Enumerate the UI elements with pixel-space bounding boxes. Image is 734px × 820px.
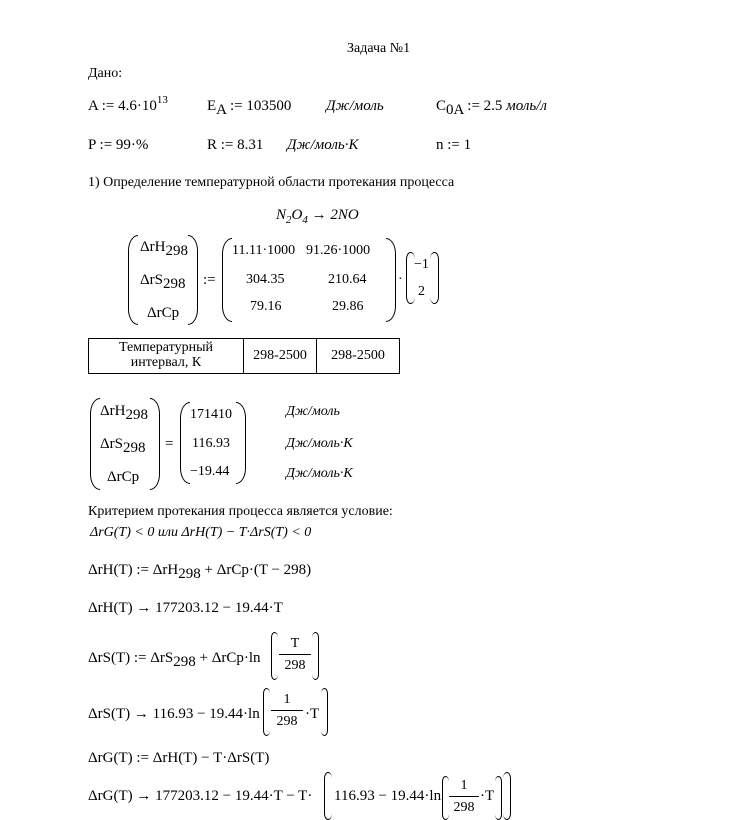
paren-left xyxy=(271,632,278,680)
vector-bracket-right xyxy=(430,252,439,304)
interval-label: Температурный интервал, К xyxy=(89,339,244,374)
paren-right xyxy=(495,776,502,820)
given-n: n := 1 xyxy=(436,137,472,153)
paren-right xyxy=(321,688,328,736)
lhs-dCp: ΔrCp xyxy=(147,305,180,321)
interval-col1: 298-2500 xyxy=(244,339,317,374)
matrix-cell: 29.86 xyxy=(332,299,364,314)
paren-left xyxy=(442,776,449,820)
multiply-dot: · xyxy=(398,272,403,287)
result-unit: Дж/моль·К xyxy=(286,466,353,481)
result-bracket-left xyxy=(180,402,190,484)
eq-dS-tail: ·T xyxy=(305,706,320,722)
vector-cell: −1 xyxy=(414,257,429,272)
matrix-cell: 210.64 xyxy=(328,272,367,287)
eq-dG-inner: 116.93 − 19.44·ln xyxy=(334,788,442,804)
eq-dS-def: ΔrS(T) := ΔrS298 + ΔrCp·ln xyxy=(88,650,261,670)
matrix-cell: 91.26·1000 xyxy=(306,243,371,258)
result-value: 171410 xyxy=(190,407,232,422)
given-C0A: C0A := 2.5 моль/л xyxy=(436,98,547,118)
given-R: R := 8.31 xyxy=(207,137,264,153)
lhs-dS: ΔrS298 xyxy=(140,272,186,292)
given-P: P := 99·% xyxy=(88,137,149,153)
matrix-cell: 79.16 xyxy=(250,299,282,314)
section-heading: 1) Определение температурной области протекания процесса xyxy=(88,175,455,190)
lhs-bracket-right xyxy=(188,235,198,325)
matrix-cell: 11.11·1000 xyxy=(232,243,296,258)
result-unit: Дж/моль·К xyxy=(286,436,353,451)
fraction-1-298: $\frac{1}{298}$ xyxy=(449,778,479,816)
criterion-formula: ΔrG(T) < 0 или ΔrH(T) − T·ΔrS(T) < 0 xyxy=(90,525,312,540)
given-EA: EA := 103500 xyxy=(207,98,292,118)
vector-cell: 2 xyxy=(418,284,425,299)
result-lhs-bracket-right xyxy=(150,398,160,490)
result-unit: Дж/моль xyxy=(286,404,340,419)
result-bracket-right xyxy=(236,402,246,484)
result-lhs-bracket-left xyxy=(90,398,100,490)
given-EA-unit: Дж/моль xyxy=(326,98,384,114)
result-lhs-dS: ΔrS298 xyxy=(100,436,146,456)
result-lhs-dH: ΔrH298 xyxy=(100,403,148,423)
criterion-text: Критерием протекания процесса является условие: xyxy=(88,504,393,519)
interval-col2: 298-2500 xyxy=(317,339,400,374)
fraction-1-298: $\frac{1}{298}$ xyxy=(271,692,303,730)
given-A: A := $4.6\cdot 10^{13}$ xyxy=(88,94,168,114)
paren-left xyxy=(324,772,332,820)
assign-operator: := xyxy=(203,272,216,288)
lhs-dH: ΔrH298 xyxy=(140,239,188,259)
paren-right xyxy=(503,772,511,820)
eq-dH-def: ΔrH(T) := ΔrH298 + ΔrCp·(T − 298) xyxy=(88,562,312,582)
paren-left xyxy=(263,688,270,736)
eq-dS-result: ΔrS(T) → 116.93 − 19.44·ln xyxy=(88,706,260,722)
result-value: 116.93 xyxy=(192,436,230,451)
result-lhs-dCp: ΔrCp xyxy=(107,469,140,485)
eq-dG-result: ΔrG(T) → 177203.12 − 19.44·T − T· xyxy=(88,788,313,804)
matrix-bracket-right xyxy=(386,238,396,322)
lhs-bracket-left xyxy=(128,235,138,325)
eq-dG-tail: ·T xyxy=(480,788,495,804)
equals-operator: = xyxy=(165,436,174,452)
matrix-cell: 304.35 xyxy=(246,272,285,287)
page-title: Задача №1 xyxy=(347,41,411,56)
interval-table xyxy=(88,338,400,374)
fraction-T-298: $\frac{T}{298}$ xyxy=(279,636,311,674)
given-R-unit: Дж/моль·К xyxy=(287,137,359,153)
matrix-bracket-left xyxy=(222,238,232,322)
given-label: Дано: xyxy=(88,66,123,81)
eq-dG-def: ΔrG(T) := ΔrH(T) − T·ΔrS(T) xyxy=(88,750,270,766)
eq-dH-result: ΔrH(T) → 177203.12 − 19.44·T xyxy=(88,600,283,616)
paren-right xyxy=(312,632,319,680)
reaction-equation: $N_2O_4 \to 2NO$ xyxy=(276,207,359,226)
result-value: −19.44 xyxy=(190,464,230,479)
